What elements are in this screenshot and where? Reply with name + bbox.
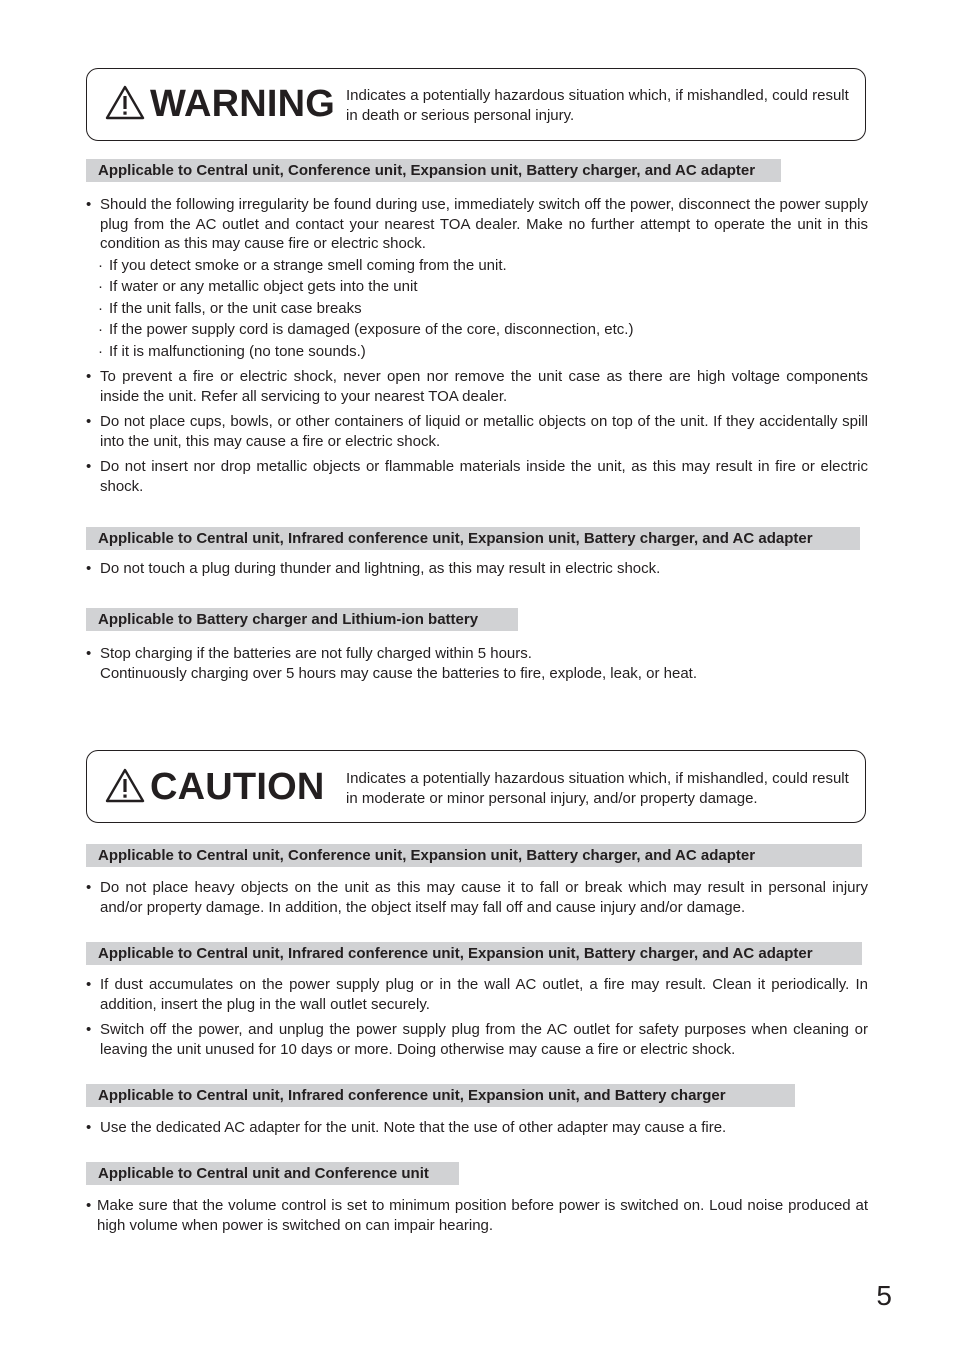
list-item: • Do not insert nor drop metallic objects or flammable materials inside the unit, as this may result in fire or electric shock.	[86, 458, 868, 495]
section-header: Applicable to Battery charger and Lithium-ion battery	[86, 608, 518, 631]
warning-title: WARNING	[150, 83, 336, 125]
section-header: Applicable to Central unit, Infrared conference unit, Expansion unit, Battery charger, and AC adapter	[86, 527, 860, 550]
list-item: • Do not place cups, bowls, or other containers of liquid or metallic objects on top of the unit. If they accidentally spill into the unit, this may cause a fire or electric shock.	[86, 413, 868, 450]
item-text: Do not insert nor drop metallic objects or flammable materials inside the unit, as this may result in fire or electric shock.	[100, 458, 868, 495]
warning-section-2-list	[86, 559, 868, 579]
section-header: Applicable to Central unit and Conference unit	[86, 1162, 459, 1185]
item-text: To prevent a fire or electric shock, never open nor remove the unit case as there are high voltage components inside the unit. Refer all servicing to your nearest TOA dealer.	[100, 368, 868, 405]
caution-triangle-icon	[105, 768, 145, 804]
item-text: Do not place cups, bowls, or other containers of liquid or metallic objects on top of the unit. If they accidentally spill into the unit, this may cause a fire or electric shock.	[100, 413, 868, 450]
list-item: • Make sure that the volume control is set to minimum position before power is switched on. Loud noise produced at high volume when power is switched on can impair hearing.	[86, 1197, 868, 1234]
sub-list-item: · If it is malfunctioning (no tone sounds.)	[98, 342, 366, 360]
section-header: Applicable to Central unit, Conference unit, Expansion unit, Battery charger, and AC adapter	[86, 844, 862, 867]
warning-box	[86, 68, 866, 141]
list-item: • Do not touch a plug during thunder and lightning, as this may result in electric shock.	[86, 560, 661, 577]
list-item: • Do not place heavy objects on the unit as this may cause it to fall or break which may result in personal injury and/or property damage. In addition, the object itself may fall off and cause injury and/or damage.	[86, 879, 868, 916]
list-item: • Stop charging if the batteries are not fully charged within 5 hours. Continuously charging over 5 hours may cause the batteries to fire, explode, leak, or heat.	[86, 645, 698, 682]
page-number: 5	[876, 1280, 892, 1311]
sub-list-item: · If water or any metallic object gets into the unit	[98, 278, 418, 295]
list-item	[86, 195, 868, 254]
item-text: If dust accumulates on the power supply plug or in the wall AC outlet, a fire may result. Clean it periodically. In addition, insert the plug in the wall outlet securely.	[100, 976, 868, 1013]
bullet: •	[86, 196, 92, 213]
warning-description: Indicates a potentially hazardous situation which, if mishandled, could result in death or serious personal injury.	[346, 87, 849, 124]
section-header: Applicable to Central unit, Infrared conference unit, Expansion unit, Battery charger, and AC adapter	[86, 942, 862, 965]
list-item: • Use the dedicated AC adapter for the unit. Note that the use of other adapter may cause a fire.	[86, 1119, 727, 1136]
list-item: • To prevent a fire or electric shock, never open nor remove the unit case as there are high voltage components inside the unit. Refer all servicing to your nearest TOA dealer.	[86, 368, 868, 405]
warning-section-3-list	[86, 644, 868, 683]
sub-list-item: · If the unit falls, or the unit case breaks	[98, 299, 362, 317]
caution-section-4-list	[86, 1196, 868, 1235]
caution-section-2-list	[86, 975, 868, 1059]
item-text: Should the following irregularity be found during use, immediately switch off the power, disconnect the power supply plug from the AC outlet and contact your nearest TOA dealer. Make no further attempt to operate the unit in this condition as this may cause fire or electric shock.	[100, 196, 868, 252]
section-header: Applicable to Central unit, Infrared conference unit, Expansion unit, and Battery charger	[86, 1084, 795, 1107]
item-text: Do not place heavy objects on the unit as this may cause it to fall or break which may result in personal injury and/or property damage. In addition, the object itself may fall off and cause injury and/or damage.	[100, 879, 868, 916]
item-text: Stop charging if the batteries are not fully charged within 5 hours.	[100, 645, 532, 662]
item-text: Do not touch a plug during thunder and lightning, as this may result in electric shock.	[100, 560, 661, 577]
warning-triangle-icon	[105, 85, 145, 121]
list-item: • Switch off the power, and unplug the power supply plug from the AC outlet for safety purposes when cleaning or leaving the unit unused for 10 days or more. Doing otherwise may cause a fire or electric shock.	[86, 1021, 868, 1058]
item-text: Switch off the power, and unplug the power supply plug from the AC outlet for safety purposes when cleaning or leaving the unit unused for 10 days or more. Doing otherwise may cause a fire or electric shock.	[100, 1021, 868, 1058]
list-item: • If dust accumulates on the power supply plug or in the wall AC outlet, a fire may result. Clean it periodically. In addition, insert the plug in the wall outlet securely.	[86, 976, 868, 1013]
section-header: Applicable to Central unit, Conference unit, Expansion unit, Battery charger, and AC adapter	[86, 159, 781, 182]
caution-section-1-list	[86, 878, 868, 917]
warning-section-1-list	[86, 195, 868, 496]
item-text: Make sure that the volume control is set to minimum position before power is switched on. Loud noise produced at high volume when power is switched on can impair hearing.	[97, 1197, 868, 1234]
sub-list-item: · If you detect smoke or a strange smell coming from the unit.	[98, 256, 507, 274]
caution-section-3-list	[86, 1118, 868, 1138]
caution-description: Indicates a potentially hazardous situation which, if mishandled, could result in moderate or minor personal injury, and/or property damage.	[346, 770, 849, 807]
caution-title: CAUTION	[150, 766, 325, 808]
item-text: Use the dedicated AC adapter for the unit. Note that the use of other adapter may cause a fire.	[100, 1119, 727, 1136]
sub-list-item: · If the power supply cord is damaged (exposure of the core, disconnection, etc.)	[98, 321, 634, 338]
item-text: Continuously charging over 5 hours may cause the batteries to fire, explode, leak, or heat.	[100, 664, 698, 682]
caution-box	[86, 750, 866, 823]
